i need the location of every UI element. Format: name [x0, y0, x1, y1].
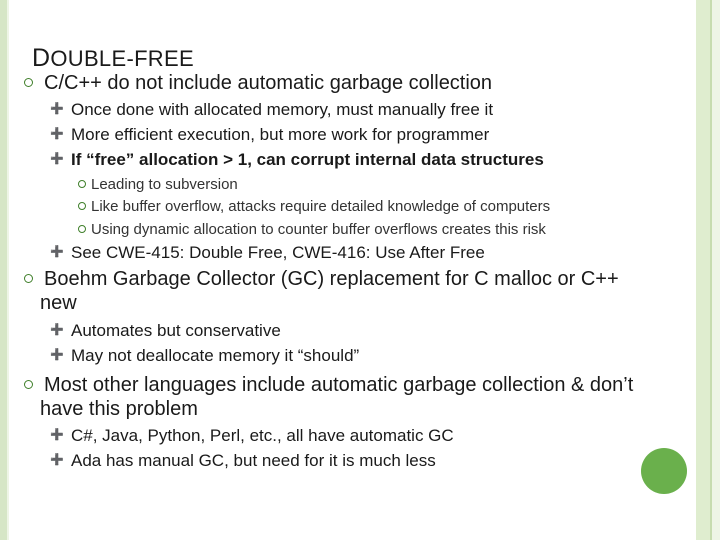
bullet-item-level2: Ada has manual GC, but need for it is much less: [71, 451, 436, 470]
bullet-level2-icon: ➕: [50, 429, 64, 441]
bullet-level1-icon: [24, 380, 33, 389]
frame-right-border: [696, 0, 710, 540]
bullet-item-level2: May not deallocate memory it “should”: [71, 346, 360, 365]
title-rest: OUBLE-FREE: [50, 46, 194, 71]
bullet-item-level2: C#, Java, Python, Perl, etc., all have automatic GC: [71, 426, 454, 445]
bullet-level3-icon: [78, 202, 86, 210]
bullet-level2-icon: ➕: [50, 349, 64, 361]
title-initial: D: [32, 44, 51, 72]
bullet-level2-icon: ➕: [50, 128, 64, 140]
frame-left-border: [0, 0, 7, 540]
bullet-item-level1: Most other languages include automatic garbage collection & don’t: [44, 374, 634, 396]
bullet-item-level1: Boehm Garbage Collector (GC) replacement for C malloc or C++: [44, 268, 619, 290]
decorative-green-circle: [641, 448, 687, 494]
bullet-item-level3: Like buffer overflow, attacks require detailed knowledge of computers: [91, 198, 551, 215]
bullet-level2-icon: ➕: [50, 324, 64, 336]
bullet-level1-icon: [24, 274, 33, 283]
bullet-item-level2: If “free” allocation > 1, can corrupt internal data structures: [71, 150, 544, 169]
bullet-item-level2: Once done with allocated memory, must manually free it: [71, 100, 494, 119]
bullet-item-level1-continuation: new: [40, 292, 77, 314]
bullet-item-level1: C/C++ do not include automatic garbage collection: [44, 72, 493, 94]
bullet-level3-icon: [78, 180, 86, 188]
bullet-level1-icon: [24, 78, 33, 87]
bullet-level2-icon: ➕: [50, 246, 64, 258]
frame-left-inner-border: [7, 0, 9, 540]
bullet-item-level2: Automates but conservative: [71, 321, 281, 340]
bullet-level2-icon: ➕: [50, 153, 64, 165]
bullet-item-level3: Using dynamic allocation to counter buffer overflows creates this risk: [91, 221, 546, 238]
bullet-item-level2: More efficient execution, but more work for programmer: [71, 125, 490, 144]
bullet-item-level3: Leading to subversion: [91, 176, 238, 193]
bullet-item-level1-continuation: have this problem: [40, 398, 198, 420]
bullet-level3-icon: [78, 225, 86, 233]
bullet-item-level2: See CWE-415: Double Free, CWE-416: Use After Free: [71, 243, 485, 262]
bullet-level2-icon: ➕: [50, 103, 64, 115]
frame-right-outer-border: [712, 0, 720, 540]
bullet-level2-icon: ➕: [50, 454, 64, 466]
slide-title: [32, 44, 194, 73]
